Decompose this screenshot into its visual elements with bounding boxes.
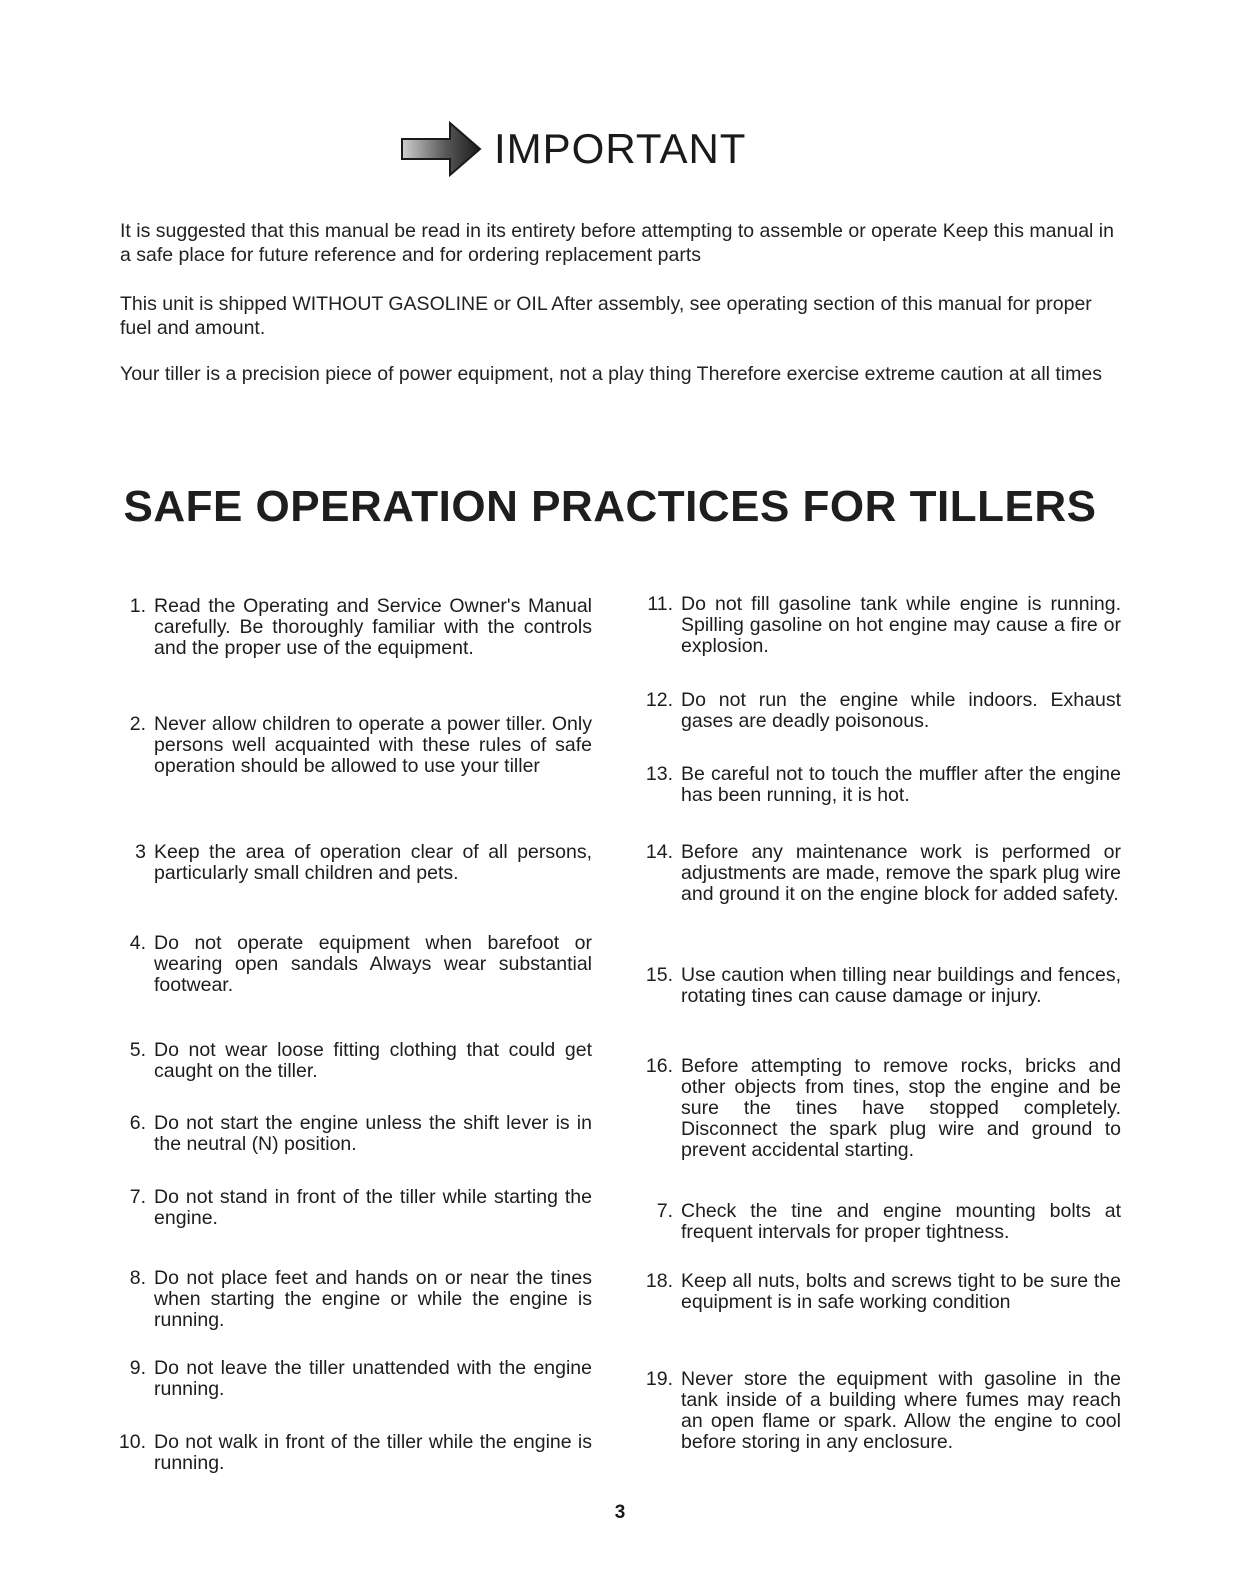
safety-rule	[116, 1187, 592, 1229]
rule-text: Do not walk in front of the tiller while the engine is running.	[154, 1431, 592, 1474]
safety-rule	[637, 764, 1121, 806]
rule-number: 5.	[129, 1039, 146, 1061]
rule-number: 7.	[129, 1186, 146, 1208]
rule-text: Do not stand in front of the tiller while starting the engine.	[154, 1186, 592, 1229]
rule-text: Be careful not to touch the muffler after the engine has been running, it is hot.	[681, 763, 1121, 806]
intro-paragraph-caution: Your tiller is a precision piece of power equipment, not a play thing Therefore exercise extreme caution at all times	[120, 363, 1103, 385]
rule-number: 16.	[645, 1055, 673, 1077]
rule-text: Before any maintenance work is performed or adjustments are made, remove the spark plug wire and ground it on the engine block for added safety.	[681, 841, 1121, 905]
rule-text: Do not start the engine unless the shift lever is in the neutral (N) position.	[154, 1112, 592, 1155]
rule-number: 2.	[129, 713, 146, 735]
safety-rule	[116, 1358, 592, 1400]
safety-rule	[637, 594, 1121, 657]
rule-number: 4.	[129, 932, 146, 954]
rule-text: Never store the equipment with gasoline in the tank inside of a building where fumes may reach an open flame or spark. Allow the engine to cool before storing in any enclosure.	[681, 1368, 1121, 1453]
rule-number: 8.	[129, 1267, 146, 1289]
rule-text: Before attempting to remove rocks, bricks and other objects from tines, stop the engine and be sure the tines have stopped completely. Disconnect the spark plug wire and ground to prevent accidental starting.	[681, 1055, 1121, 1161]
rule-number: 9.	[129, 1357, 146, 1379]
safety-rule	[637, 1369, 1121, 1453]
safety-rule	[637, 1056, 1121, 1161]
safety-rule	[116, 933, 592, 996]
rule-text: Never allow children to operate a power tiller. Only persons well acquainted with these rules of safe operation should be allowed to use your tiller	[154, 713, 592, 777]
important-header	[400, 118, 746, 180]
rule-number: 10.	[118, 1431, 146, 1453]
intro-paragraph-fuel: This unit is shipped WITHOUT GASOLINE or OIL After assembly, see operating section of this manual for proper fuel and amount.	[120, 293, 1092, 339]
rule-text: Keep the area of operation clear of all persons, particularly small children and pets.	[154, 841, 592, 884]
rule-text: Do not leave the tiller unattended with the engine running.	[154, 1357, 592, 1400]
safety-rule	[637, 690, 1121, 732]
important-title: IMPORTANT	[494, 125, 747, 172]
rule-number: 1.	[129, 595, 146, 617]
safety-rule	[637, 1271, 1121, 1313]
page-number: 3	[614, 1502, 626, 1523]
safety-rule	[116, 1432, 592, 1474]
rule-text: Do not run the engine while indoors. Exhaust gases are deadly poisonous.	[681, 689, 1121, 732]
rule-number: 7.	[656, 1200, 673, 1222]
rule-text: Use caution when tilling near buildings and fences, rotating tines can cause damage or injury.	[681, 964, 1121, 1007]
rule-number: 13.	[645, 763, 673, 785]
rule-number: 6.	[129, 1112, 146, 1134]
safety-rule	[116, 1040, 592, 1082]
rule-text: Do not fill gasoline tank while engine is running. Spilling gasoline on hot engine may cause a fire or explosion.	[681, 593, 1121, 657]
rule-text: Check the tine and engine mounting bolts at frequent intervals for proper tightness.	[681, 1200, 1121, 1243]
safety-rule	[637, 1201, 1121, 1243]
rule-text: Keep all nuts, bolts and screws tight to be sure the equipment is in safe working condition	[681, 1270, 1121, 1313]
rule-number: 3	[135, 841, 146, 863]
safety-rule	[637, 842, 1121, 905]
safety-rule	[637, 965, 1121, 1007]
rule-number: 12.	[645, 689, 673, 711]
rule-number: 14.	[645, 841, 673, 863]
rule-number: 15.	[645, 964, 673, 986]
safety-rule	[116, 1113, 592, 1155]
rule-number: 18.	[645, 1270, 673, 1292]
rule-text: Read the Operating and Service Owner's Manual carefully. Be thoroughly familiar with the controls and the proper use of the equipment.	[154, 595, 592, 659]
rule-number: 11.	[647, 593, 673, 615]
safety-rule	[116, 1268, 592, 1331]
arrow-right-icon	[400, 121, 482, 177]
rule-text: Do not operate equipment when barefoot or wearing open sandals Always wear substantial footwear.	[154, 932, 592, 996]
safety-rule	[116, 842, 592, 884]
safety-rule	[116, 596, 592, 659]
safety-rule	[116, 714, 592, 777]
rule-number: 19.	[645, 1368, 673, 1390]
section-title: SAFE OPERATION PRACTICES FOR TILLERS	[123, 482, 1097, 531]
rule-text: Do not wear loose fitting clothing that could get caught on the tiller.	[154, 1039, 592, 1082]
rule-text: Do not place feet and hands on or near the tines when starting the engine or while the engine is running.	[154, 1267, 592, 1331]
intro-paragraph-manual: It is suggested that this manual be read in its entirety before attempting to assemble or operate Keep this manual in a safe place for future reference and for ordering replacement parts	[120, 220, 1114, 266]
